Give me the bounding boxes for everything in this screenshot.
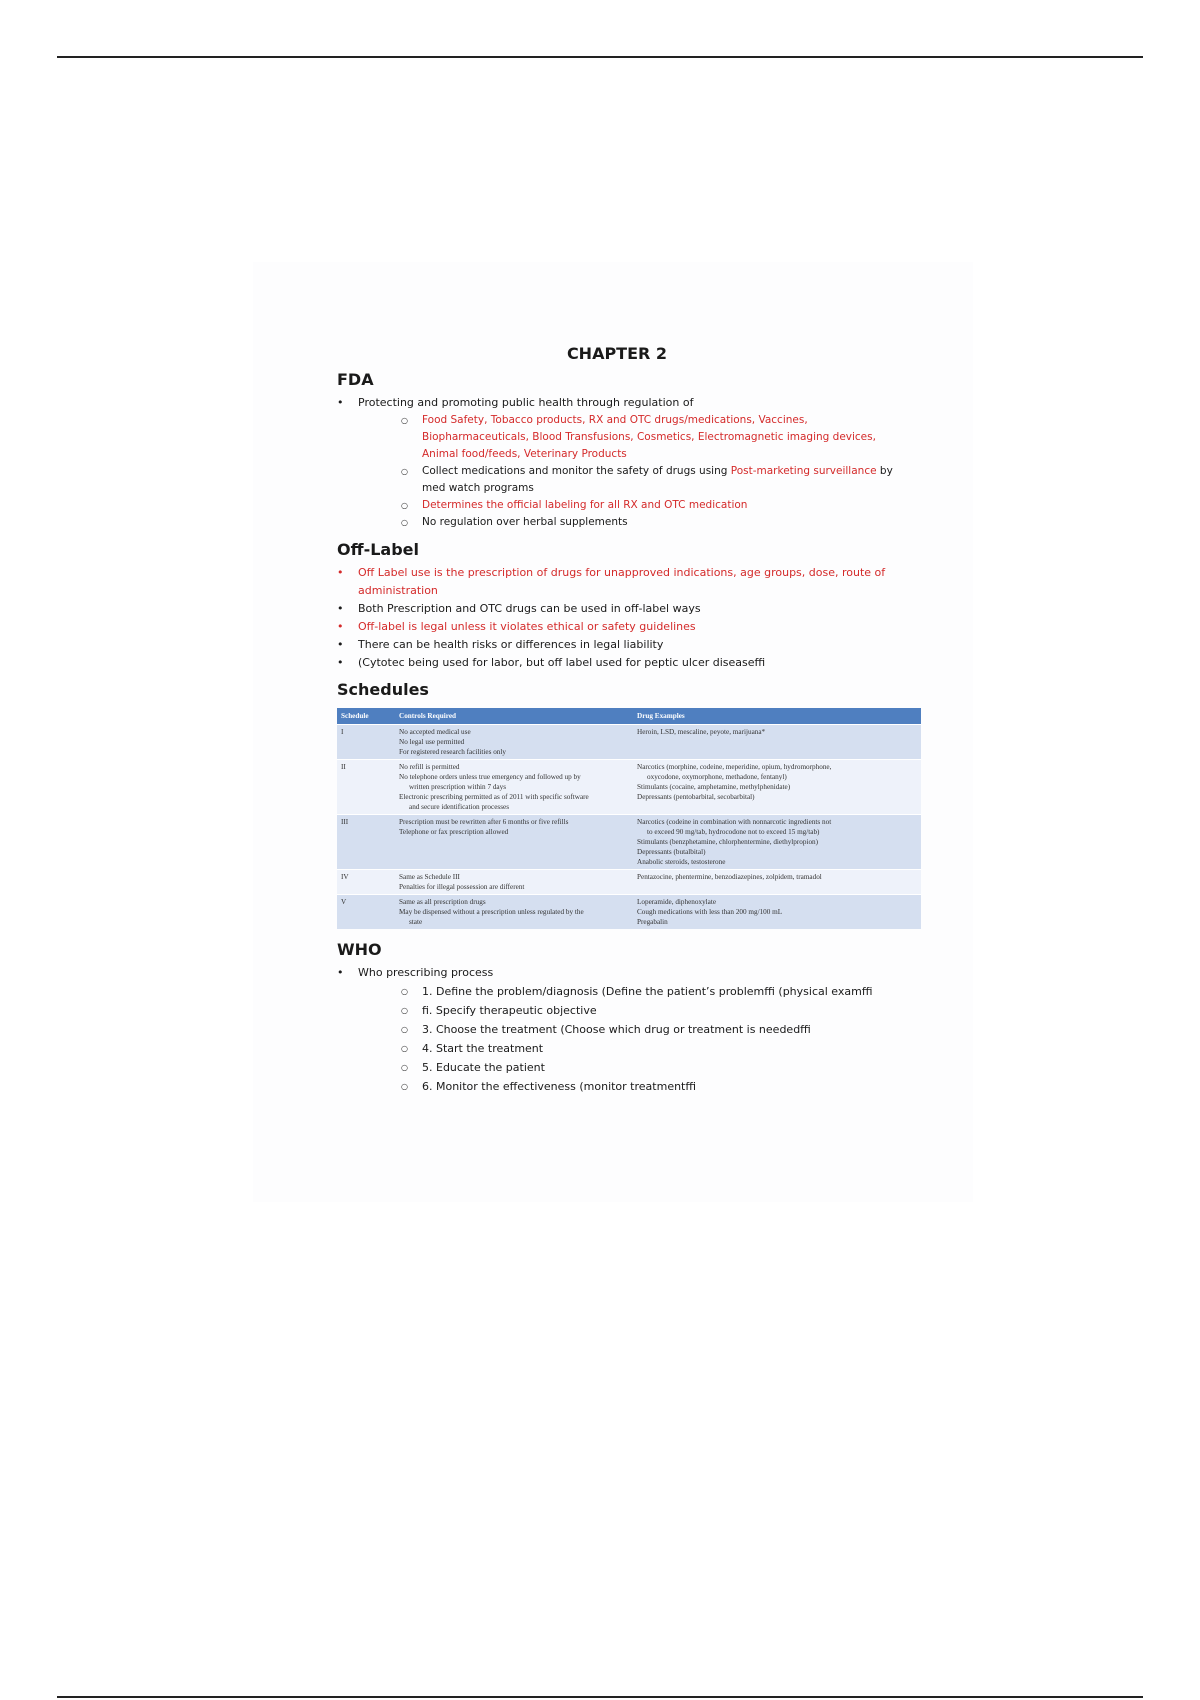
off-label-bullet-definition: • Off Label use is the prescription of drugs for unapproved indications, age groups, dose, route of administration	[337, 564, 897, 600]
controls-cell	[395, 870, 633, 895]
table-row	[337, 870, 921, 895]
cell-line: No telephone orders unless true emergency and followed up by	[399, 773, 581, 781]
controls-cell	[395, 815, 633, 870]
cell-line: written prescription within 7 days	[409, 783, 507, 791]
table-row	[337, 725, 921, 760]
who-heading: WHO	[337, 940, 382, 959]
cell-line: to exceed 90 mg/tab, hydrocodone not to exceed 15 mg/tab)	[647, 828, 820, 836]
cell-line: Electronic prescribing permitted as of 2011 with specific software	[399, 793, 589, 801]
bottom-rule	[57, 1696, 1143, 1698]
cell-line: Loperamide, diphenoxylate	[637, 898, 717, 906]
schedule-cell: IV	[337, 870, 395, 895]
who-bullet-text: Who prescribing process	[358, 966, 494, 979]
cell-line: Stimulants (cocaine, amphetamine, methylphenidate)	[637, 783, 791, 791]
fda-list	[337, 394, 897, 531]
column-header-drugs: Drug Examples	[633, 708, 921, 725]
cell-line: No refill is permitted	[399, 763, 460, 771]
cell-line: state	[409, 918, 423, 926]
cell-line: Heroin, LSD, mescaline, peyote, marijuana*	[637, 728, 766, 736]
fda-bullet-text: Protecting and promoting public health through regulation of	[358, 396, 694, 409]
table-row	[337, 760, 921, 815]
fda-item-herbal: ○ No regulation over herbal supplements	[401, 514, 897, 531]
cell-line: Depressants (butalbital)	[637, 848, 706, 856]
who-step-item: ○ 3. Choose the treatment (Choose which drug or treatment is neededffi	[401, 1020, 897, 1039]
schedules-table	[337, 708, 921, 929]
schedule-cell: III	[337, 815, 395, 870]
schedules-table-body	[337, 725, 921, 930]
document-page-image	[253, 262, 973, 1202]
who-step-item: ○ fi. Specify therapeutic objective	[401, 1001, 897, 1020]
table-row	[337, 895, 921, 930]
cell-line: Cough medications with less than 200 mg/100 mL	[637, 908, 783, 916]
fda-bullet	[337, 394, 897, 531]
fda-item-post-marketing-pre: Collect medications and monitor the safety of drugs using	[422, 465, 731, 477]
fda-heading: FDA	[337, 370, 374, 389]
off-label-bullet-risks: • There can be health risks or differences in legal liability	[337, 636, 897, 654]
cell-line: Narcotics (codeine in combination with nonnarcotic ingredients not	[637, 818, 832, 826]
who-step-item: ○ 1. Define the problem/diagnosis (Define the patient’s problemffi (physical examffi	[401, 982, 897, 1001]
drugs-cell	[633, 760, 921, 815]
column-header-controls: Controls Required	[395, 708, 633, 725]
who-step-item: ○ 4. Start the treatment	[401, 1039, 897, 1058]
schedules-heading: Schedules	[337, 680, 429, 699]
table-row	[337, 815, 921, 870]
post-marketing-surveillance-highlight: Post-marketing surveillance	[730, 465, 877, 477]
off-label-list	[337, 564, 897, 672]
cell-line: May be dispensed without a prescription unless regulated by the	[399, 908, 584, 916]
who-step-item: ○ 6. Monitor the effectiveness (monitor treatmentffi	[401, 1077, 897, 1096]
fda-item-official-labeling: ○ Determines the official labeling for all RX and OTC medication	[401, 497, 897, 514]
fda-item-post-marketing	[401, 463, 897, 497]
schedule-cell: V	[337, 895, 395, 930]
off-label-bullet-both: • Both Prescription and OTC drugs can be used in off-label ways	[337, 600, 897, 618]
cell-line: Pentazocine, phentermine, benzodiazepines, zolpidem, tramadol	[637, 873, 822, 881]
chapter-title: CHAPTER 2	[566, 344, 668, 363]
cell-line: Telephone or fax prescription allowed	[399, 828, 509, 836]
drugs-cell	[633, 815, 921, 870]
cell-line: and secure identification processes	[409, 803, 509, 811]
cell-line: Stimulants (benzphetamine, chlorphentermine, diethylpropion)	[637, 838, 819, 846]
cell-line: No accepted medical use	[399, 728, 471, 736]
schedule-cell: II	[337, 760, 395, 815]
controls-cell	[395, 760, 633, 815]
cell-line: Prescription must be rewritten after 6 months or five refills	[399, 818, 569, 826]
fda-sub-list	[401, 412, 897, 531]
who-steps-list	[401, 982, 897, 1096]
who-list	[337, 964, 897, 1096]
fda-item-post-marketing-post: by med watch programs	[422, 465, 893, 494]
drugs-cell	[633, 870, 921, 895]
cell-line: Same as Schedule III	[399, 873, 460, 881]
off-label-bullet-legal: • Off-label is legal unless it violates ethical or safety guidelines	[337, 618, 897, 636]
cell-line: For registered research facilities only	[399, 748, 506, 756]
controls-cell	[395, 725, 633, 760]
who-step-item: ○ 5. Educate the patient	[401, 1058, 897, 1077]
schedule-cell: I	[337, 725, 395, 760]
cell-line: Penalties for illegal possession are different	[399, 883, 525, 891]
top-rule	[57, 56, 1143, 58]
fda-item-regulated-products: ○ Food Safety, Tobacco products, RX and OTC drugs/medications, Vaccines, Biopharmaceuticals, Blood Transfusions, Cosmetics, Electromagnetic imaging devices, Animal food/feeds, Veterinary Products	[401, 412, 897, 463]
cell-line: Pregabalin	[637, 918, 668, 926]
who-bullet	[337, 964, 897, 1096]
cell-line: Narcotics (morphine, codeine, meperidine, opium, hydromorphone,	[637, 763, 832, 771]
drugs-cell	[633, 895, 921, 930]
cell-line: Depressants (pentobarbital, secobarbital)	[637, 793, 755, 801]
cell-line: oxycodone, oxymorphone, methadone, fentanyl)	[647, 773, 787, 781]
drugs-cell	[633, 725, 921, 760]
schedules-table-header	[337, 708, 921, 725]
cell-line: No legal use permitted	[399, 738, 465, 746]
off-label-heading: Off-Label	[337, 540, 419, 559]
cell-line: Same as all prescription drugs	[399, 898, 486, 906]
controls-cell	[395, 895, 633, 930]
cell-line: Anabolic steroids, testosterone	[637, 858, 726, 866]
off-label-bullet-cytotec: • (Cytotec being used for labor, but off label used for peptic ulcer diseaseffi	[337, 654, 897, 672]
column-header-schedule: Schedule	[337, 708, 395, 725]
